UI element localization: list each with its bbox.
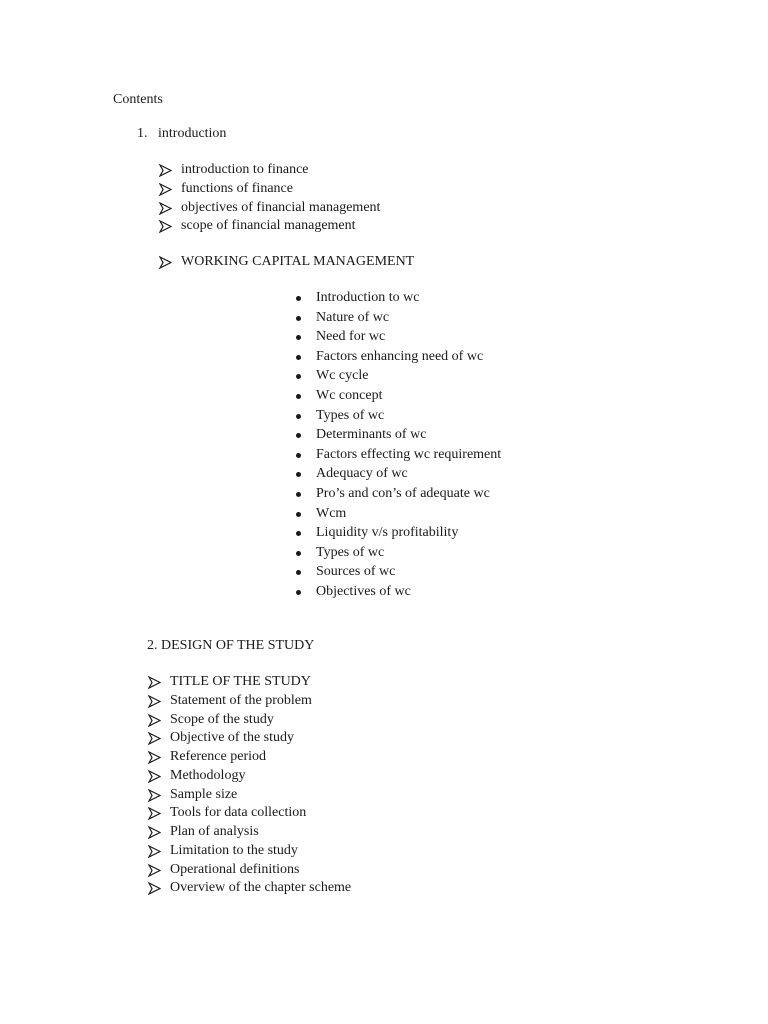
arrow-bullet-icon [148,845,161,858]
arrow-bullet-icon [159,164,172,177]
list-item: Objective of the study [170,730,295,746]
list-item: Pro’s and con’s of adequate wc [316,486,490,501]
list-item: Scope of the study [170,711,274,727]
arrow-bullet-icon [148,789,161,802]
bullet-dot-icon [296,531,301,536]
bullet-dot-icon [296,472,301,477]
arrow-bullet-icon [159,202,172,215]
bullet-dot-icon [296,551,301,556]
bullet-dot-icon [296,374,301,379]
list-item: Liquidity v/s profitability [316,525,459,541]
list-item: Limitation to the study [170,842,298,858]
arrow-bullet-icon [159,256,172,269]
list-item: Adequacy of wc [316,466,408,482]
arrow-bullet-icon [148,714,161,727]
bullet-dot-icon [296,296,301,301]
list-item: introduction to finance [181,162,309,177]
arrow-bullet-icon [159,183,172,196]
list-item: Wc concept [316,388,383,403]
list-item: Factors effecting wc requirement [316,446,502,462]
list-item: Sources of wc [316,564,396,580]
bullet-dot-icon [296,355,301,360]
arrow-bullet-icon [148,695,161,708]
list-item: objectives of financial management [181,199,381,215]
bullet-dot-icon [296,433,301,438]
list-item: Operational definitions [170,861,300,877]
list-item: Types of wc [316,407,385,423]
arrow-bullet-icon [148,826,161,839]
bullet-dot-icon [296,335,301,340]
list-item: TITLE OF THE STUDY [170,674,311,689]
list-item: Reference period [170,749,266,764]
bullet-dot-icon [296,414,301,419]
bullet-dot-icon [296,394,301,399]
bullet-dot-icon [296,453,301,458]
bullet-dot-icon [296,590,301,595]
list-item: Wcm [316,505,347,521]
arrow-bullet-icon [148,770,161,783]
section-1-number: 1. [137,126,148,141]
list-item: Types of wc [316,544,385,560]
list-item: Factors enhancing need of wc [316,348,484,364]
bullet-dot-icon [296,512,301,517]
bullet-dot-icon [296,492,301,497]
list-item: Need for wc [316,329,386,345]
section-2-title: 2. DESIGN OF THE STUDY [147,638,315,653]
list-item: Methodology [170,767,246,783]
section-1-title: introduction [158,126,227,141]
arrow-bullet-icon [148,807,161,820]
list-item: Determinants of wc [316,427,427,443]
arrow-bullet-icon [148,864,161,877]
wcm-heading: WORKING CAPITAL MANAGEMENT [181,254,415,269]
bullet-dot-icon [296,316,301,321]
list-item: Overview of the chapter scheme [170,880,352,896]
list-item: Sample size [170,786,238,802]
bullet-dot-icon [296,570,301,575]
arrow-bullet-icon [159,220,172,233]
list-item: Introduction to wc [316,290,420,305]
arrow-bullet-icon [148,882,161,895]
list-item: scope of financial management [181,218,356,234]
list-item: Tools for data collection [170,805,307,821]
arrow-bullet-icon [148,676,161,689]
list-item: Statement of the problem [170,692,312,708]
list-item: Plan of analysis [170,824,259,839]
list-item: functions of finance [181,180,293,196]
contents-heading: Contents [113,92,163,107]
list-item: Wc cycle [316,368,369,384]
list-item: Nature of wc [316,309,390,325]
arrow-bullet-icon [148,751,161,764]
arrow-bullet-icon [148,732,161,745]
list-item: Objectives of wc [316,584,411,599]
